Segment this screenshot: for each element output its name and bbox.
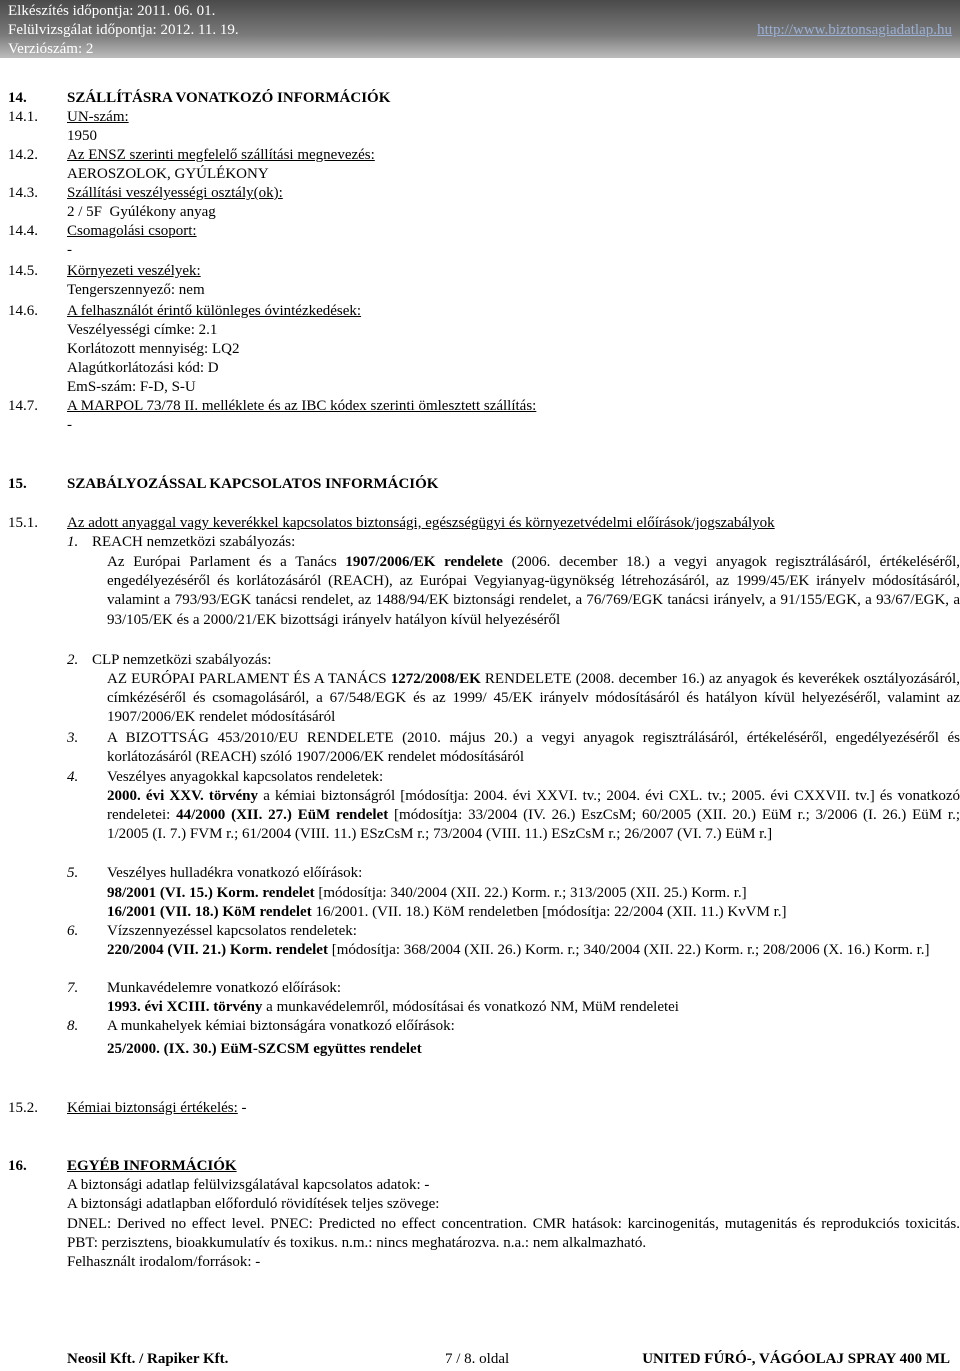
item-14-1-label: UN-szám: (67, 109, 129, 125)
item-15-2-line: Kémiai biztonsági értékelés: - (67, 1100, 247, 1116)
reg-6-text: 220/2004 (VII. 21.) Korm. rendelet [módosítja: 368/2004 (XII. 26.) Korm. r.; 340/2004 (XII. 22.) Korm. r.; 208/2006 (X. 16.) Korm. r.] (107, 942, 930, 958)
reg-4-text: 2000. évi XXV. törvény a kémiai biztonságról [módosítja: 2004. évi XXVI. tv.; 2004. évi CXL. tv.; 2005. évi CXXVII. tv.] és vonatkozó rendeletei: 44/2000 (XII. 27.) EüM rendelet [módosítja: 33/2004 (IV. 26.) EszCsM; 60/2005 (XII. 20.) EüM r.; 3/2006 (I. 26.) EüM r.; 1/2005 (I. 7.) FVM r.; 61/2004 (VIII. 11.) ESzCsM r.; 73/2004 (VIII. 11.) ESzCsM r.; 26/2007 (VI. 7.) EüM r.] (107, 788, 960, 843)
reg-6-title: Vízszennyezéssel kapcsolatos rendeletek: (107, 923, 357, 939)
section-16-abbreviations: DNEL: Derived no effect level. PNEC: Predicted no effect concentration. CMR hatások: karcinogenitás, mutagenitás és reprodukciós toxicitás. PBT: perzisztens, bioakkumulatív és toxikus. n.m.: nincs meghatározva. n.a.: nem alkalmazható. (67, 1216, 960, 1252)
reg-4-number: 4. (67, 769, 79, 785)
reg-5-title: Veszélyes hulladékra vonatkozó előírások: (107, 865, 363, 881)
reg-8-title: A munkahelyek kémiai biztonságára vonatkozó előírások: (107, 1018, 455, 1034)
section-15-title: SZABÁLYOZÁSSAL KAPCSOLATOS INFORMÁCIÓK (67, 476, 439, 492)
reg-7-text: 1993. évi XCIII. törvény a munkavédelemről, módosításai és vonatkozó NM, MüM rendeletei (107, 999, 679, 1015)
item-14-2-value: AEROSZOLOK, GYÚLÉKONY (67, 166, 269, 182)
website-link[interactable]: http://www.biztonsagiadatlap.hu (757, 22, 952, 38)
item-14-7-number: 14.7. (8, 398, 38, 414)
reg-1-title: REACH nemzetközi szabályozás: (92, 534, 296, 550)
item-15-1-number: 15.1. (8, 515, 38, 531)
footer-company: Neosil Kft. / Rapiker Kft. (67, 1351, 229, 1367)
item-14-1-number: 14.1. (8, 109, 38, 125)
item-14-6-value-1: Veszélyességi címke: 2.1 (67, 322, 218, 338)
reg-4-title: Veszélyes anyagokkal kapcsolatos rendeletek: (107, 769, 384, 785)
item-14-3-number: 14.3. (8, 185, 38, 201)
reg-5-line-2: 16/2001 (VII. 18.) KöM rendelet 16/2001. (VII. 18.) KöM rendeletben [módosítja: 22/2004 (XII. 11.) KvVM r.] (107, 904, 787, 920)
footer-product: UNITED FÚRÓ-, VÁGÓOLAJ SPRAY 400 ML (642, 1351, 950, 1367)
section-16-line-1: A biztonsági adatlap felülvizsgálatával kapcsolatos adatok: - (67, 1177, 430, 1193)
section-16-number: 16. (8, 1158, 27, 1174)
section-16-title: EGYÉB INFORMÁCIÓK (67, 1158, 237, 1174)
reg-1-number: 1. (67, 534, 79, 550)
document-header (8, 2, 239, 59)
section-14-title: SZÁLLÍTÁSRA VONATKOZÓ INFORMÁCIÓK (67, 90, 391, 106)
reg-7-number: 7. (67, 980, 79, 996)
section-16-line-2: A biztonsági adatlapban előforduló rövidítések teljes szövege: (67, 1196, 440, 1212)
reg-5-number: 5. (67, 865, 79, 881)
section-14-number: 14. (8, 90, 27, 106)
item-14-6-value-2: Korlátozott mennyiség: LQ2 (67, 341, 240, 357)
reg-3-text: A BIZOTTSÁG 453/2010/EU RENDELETE (2010. május 20.) a vegyi anyagok regisztrálásáról, értékeléséről, engedélyezéséről és korlátozásáról (REACH) szóló 1907/2006/EK rendelet módosításáról (107, 730, 960, 766)
reg-8-number: 8. (67, 1018, 79, 1034)
reg-2-number: 2. (67, 652, 79, 668)
reg-7-title: Munkavédelemre vonatkozó előírások: (107, 980, 342, 996)
created-date: Elkészítés időpontja: 2011. 06. 01. (8, 3, 216, 19)
item-14-6-value-4: EmS-szám: F-D, S-U (67, 379, 196, 395)
reg-8-text: 25/2000. (IX. 30.) EüM-SZCSM együttes rendelet (107, 1041, 422, 1057)
item-14-7-value: - (67, 417, 72, 433)
item-14-5-value: Tengerszennyező: nem (67, 282, 205, 298)
item-14-4-label: Csomagolási csoport: (67, 223, 197, 239)
item-14-7-label: A MARPOL 73/78 II. melléklete és az IBC kódex szerinti ömlesztett szállítás: (67, 398, 537, 414)
version-number: Verziószám: 2 (8, 41, 94, 57)
item-14-6-number: 14.6. (8, 303, 38, 319)
footer-page-number: 7 / 8. oldal (445, 1351, 510, 1367)
item-14-6-value-3: Alagútkorlátozási kód: D (67, 360, 219, 376)
item-14-2-number: 14.2. (8, 147, 38, 163)
reg-2-title: CLP nemzetközi szabályozás: (92, 652, 272, 668)
item-14-3-label: Szállítási veszélyességi osztály(ok): (67, 185, 283, 201)
item-14-4-value: - (67, 242, 72, 258)
reg-6-number: 6. (67, 923, 79, 939)
section-16-line-4: Felhasznált irodalom/források: - (67, 1254, 261, 1270)
item-14-5-number: 14.5. (8, 263, 38, 279)
item-14-2-label: Az ENSZ szerinti megfelelő szállítási megnevezés: (67, 147, 375, 163)
item-14-4-number: 14.4. (8, 223, 38, 239)
item-14-3-value: 2 / 5F Gyúlékony anyag (67, 204, 216, 220)
item-14-1-value: 1950 (67, 128, 97, 144)
reg-1-text: Az Európai Parlament és a Tanács 1907/2006/EK rendelete (2006. december 18.) a vegyi anyagok regisztrálásáról, értékeléséről, engedélyezéséről és korlátozásáról (REACH), az Európai Vegyianyag-ügynökség létrehozásáról, az 1999/45/EK irányelv módosításáról, valamint a 793/93/EGK tanácsi rendelet, az 1488/94/EK biztonsági rendelet, a 76/769/EGK tanácsi irányelv, a 91/155/EGK, a 93/67/EGK, a 93/105/EK és a 2000/21/EK bizottsági irányelv hatályon kívül helyezéséről (107, 554, 960, 628)
reg-5-line-1: 98/2001 (VI. 15.) Korm. rendelet [módosítja: 340/2004 (XII. 22.) Korm. r.; 313/2005 (XII. 25.) Korm. r.] (107, 885, 747, 901)
item-14-5-label: Környezeti veszélyek: (67, 263, 201, 279)
item-14-6-label: A felhasználót érintő különleges óvintézkedések: (67, 303, 362, 319)
reg-2-text: AZ EURÓPAI PARLAMENT ÉS A TANÁCS 1272/2008/EK RENDELETE (2008. december 16.) az anyagok és keverékek osztályozásáról, címkézéséről és csomagolásáról, a 67/548/EGK és az 1999/ 45/EK irányelv módosításáról és hatályon kívül helyezéséről, valamint az 1907/2006/EK rendelet módosításáról (107, 671, 960, 726)
section-15-number: 15. (8, 476, 27, 492)
reg-3-number: 3. (67, 730, 79, 746)
item-15-2-number: 15.2. (8, 1100, 38, 1116)
item-15-1-label: Az adott anyaggal vagy keverékkel kapcsolatos biztonsági, egészségügyi és környezetvédelmi előírások/jogszabályok (67, 515, 775, 531)
revision-date: Felülvizsgálat időpontja: 2012. 11. 19. (8, 22, 239, 38)
